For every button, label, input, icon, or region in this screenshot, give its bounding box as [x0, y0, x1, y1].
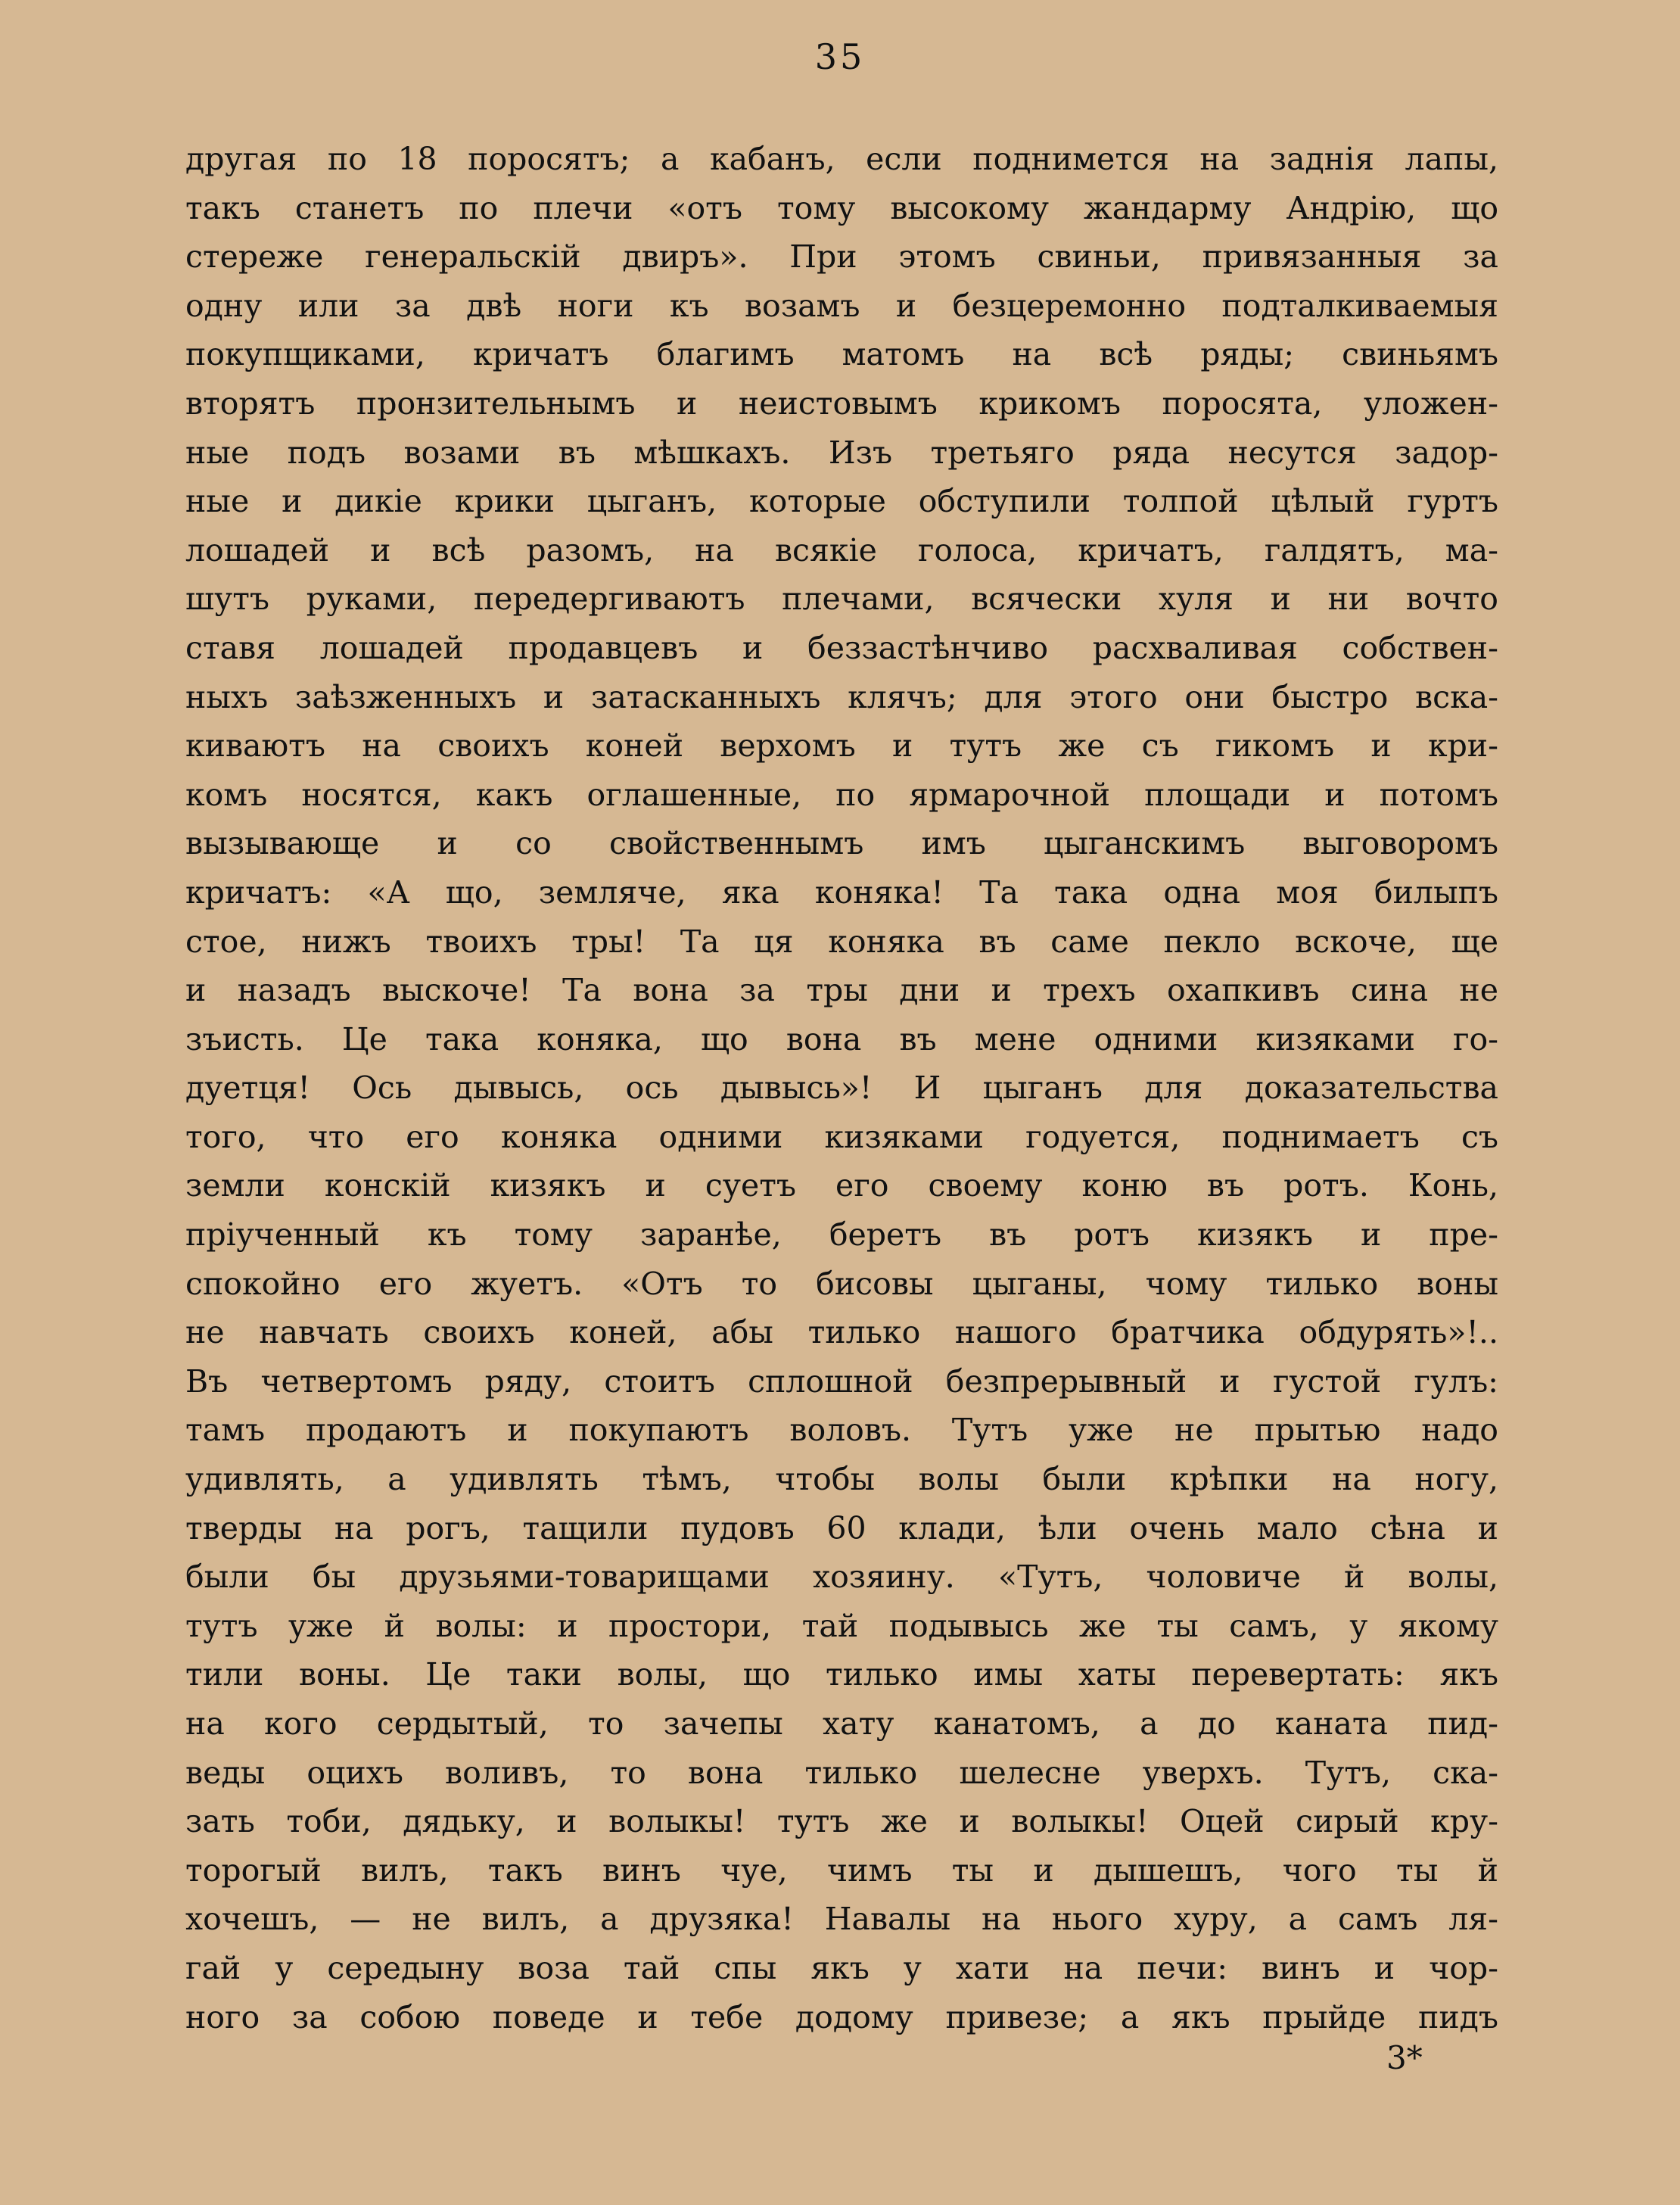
- text-line: тверды на рогъ, тащили пудовъ 60 клади, ѣли очень мало сѣна и: [185, 1509, 1498, 1546]
- text-line: такъ станетъ по плечи «отъ тому высокому жандарму Андрію, що: [185, 189, 1498, 226]
- text-line: того, что его коняка одними кизяками годуется, поднимаетъ съ: [185, 1118, 1498, 1155]
- text-line: тили воны. Це таки волы, що тилько имы хаты перевертать: якъ: [185, 1656, 1498, 1693]
- text-line: ные подъ возами въ мѣшкахъ. Изъ третьяго ряда несутся задор-: [185, 434, 1498, 471]
- text-line: ные и дикіе крики цыганъ, которые обступили толпой цѣлый гуртъ: [185, 483, 1498, 520]
- text-line: тамъ продаютъ и покупаютъ воловъ. Тутъ уже не прытью надо: [185, 1412, 1498, 1449]
- text-line: вторятъ пронзительнымъ и неистовымъ крикомъ поросята, уложен-: [185, 385, 1498, 422]
- text-line: хочешъ, — не вилъ, а друзяка! Навалы на нього хуру, а самъ ля-: [185, 1901, 1498, 1938]
- text-line: гай у середыну воза тай спы якъ у хати на печи: винъ и чор-: [185, 1949, 1498, 1986]
- text-line: удивлять, а удивлять тѣмъ, чтобы волы были крѣпки на ногу,: [185, 1461, 1498, 1498]
- printer-signature-mark: 3*: [1386, 2039, 1423, 2076]
- text-line: лошадей и всѣ разомъ, на всякіе голоса, кричатъ, галдятъ, ма-: [185, 531, 1498, 568]
- text-line: были бы друзьями-товарищами хозяину. «Тутъ, чоловиче й волы,: [185, 1559, 1498, 1596]
- text-line: киваютъ на своихъ коней верхомъ и тутъ же съ гикомъ и кри-: [185, 727, 1498, 765]
- text-line: спокойно его жуетъ. «Отъ то бисовы цыганы, чому тилько воны: [185, 1265, 1498, 1302]
- text-line: тутъ уже й волы: и простори, тай подывысь же ты самъ, у якому: [185, 1607, 1498, 1644]
- text-line: кричатъ: «А що, земляче, яка коняка! Та така одна моя билыпъ: [185, 874, 1498, 911]
- text-line: пріученный къ тому заранѣе, беретъ въ ротъ кизякъ и пре-: [185, 1216, 1498, 1254]
- text-line: веды оцихъ воливъ, то вона тилько шелесне уверхъ. Тутъ, ска-: [185, 1754, 1498, 1791]
- text-line: дуетця! Ось дывысь, ось дывысь»! И цыганъ для доказательства: [185, 1070, 1498, 1107]
- text-line: зать тоби, дядьку, и волыкы! тутъ же и волыкы! Оцей сирый кру-: [185, 1803, 1498, 1840]
- text-line: ного за собою поведе и тебе додому привезе; а якъ прыйде пидъ: [185, 1998, 1498, 2035]
- text-line: Въ четвертомъ ряду, стоитъ сплошной безпрерывный и густой гулъ:: [185, 1363, 1498, 1400]
- text-line: ныхъ заѣзженныхъ и затасканныхъ клячъ; для этого они быстро вска-: [185, 678, 1498, 715]
- text-line: и назадъ выскоче! Та вона за тры дни и трехъ охапкивъ сина не: [185, 972, 1498, 1009]
- text-line: торогый вилъ, такъ винъ чуе, чимъ ты и дышешъ, чого ты й: [185, 1852, 1498, 1889]
- text-line: стереже генеральскій двиръ». При этомъ свиньи, привязанныя за: [185, 238, 1498, 276]
- text-line: комъ носятся, какъ оглашенные, по ярмарочной площади и потомъ: [185, 776, 1498, 813]
- text-line: шутъ руками, передергиваютъ плечами, всячески хуля и ни вочто: [185, 581, 1498, 618]
- page-number: 35: [814, 36, 866, 77]
- text-line: покупщиками, кричатъ благимъ матомъ на всѣ ряды; свиньямъ: [185, 336, 1498, 373]
- text-line: одну или за двѣ ноги къ возамъ и безцеремонно подталкиваемыя: [185, 287, 1498, 324]
- text-line: не навчать своихъ коней, абы тилько нашого братчика обдурять»!..: [185, 1314, 1498, 1351]
- text-line: зъисть. Це така коняка, що вона въ мене одними кизяками го-: [185, 1020, 1498, 1057]
- text-line: на кого сердытый, то зачепы хату канатомъ, а до каната пид-: [185, 1705, 1498, 1742]
- text-line: земли конскій кизякъ и суетъ его своему коню въ ротъ. Конь,: [185, 1167, 1498, 1204]
- text-line: стое, нижъ твоихъ тры! Та ця коняка въ саме пекло вскоче, ще: [185, 923, 1498, 960]
- body-text: [185, 135, 1498, 2041]
- text-line: другая по 18 поросятъ; а кабанъ, если поднимется на заднія лапы,: [185, 141, 1498, 177]
- text-line: вызывающе и со свойственнымъ имъ цыганскимъ выговоромъ: [185, 825, 1498, 862]
- text-line: ставя лошадей продавцевъ и беззастѣнчиво расхваливая собствен-: [185, 629, 1498, 666]
